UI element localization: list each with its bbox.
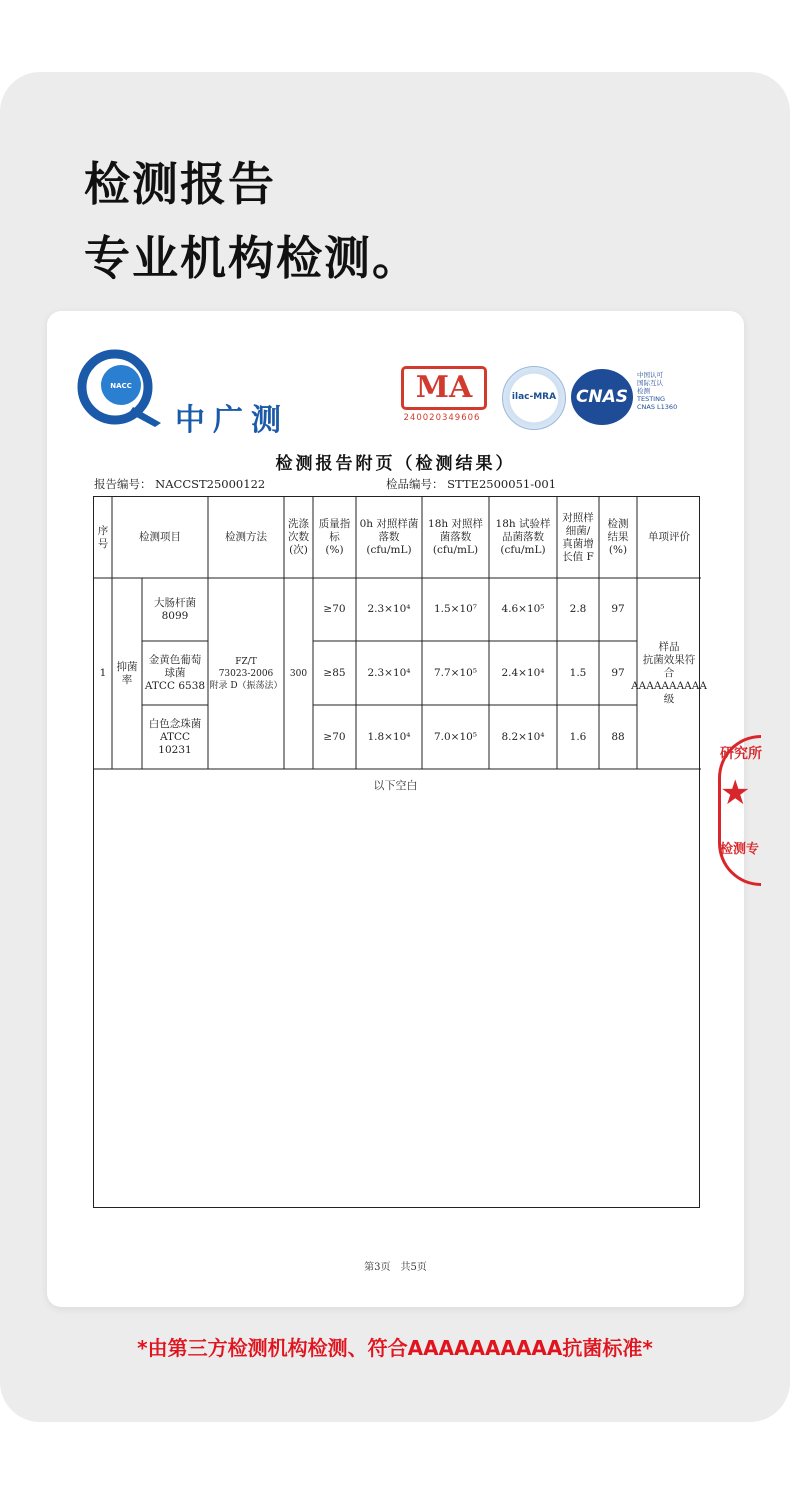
row1-organism: 大肠杆菌 8099 [154,596,196,622]
header-method: 检测方法 [225,531,267,543]
row-seq: 1 [99,667,107,679]
row2-18h-test: 2.4×10⁴ [501,666,545,679]
row1-growth: 2.8 [569,603,587,615]
cma-mark: MA [401,366,487,410]
row2-organism: 金黄色葡萄 球菌 ATCC 6538 [144,653,206,692]
svg-text:NACC: NACC [110,382,132,390]
row2-quality: ≥85 [323,666,346,679]
cnas-logo-icon [571,369,633,425]
brand-name: 中广测 [175,403,289,438]
sample-number: 检品编号： STTE2500051-001 [386,477,557,491]
nacc-logo-icon [75,349,165,429]
report-card [47,311,744,1307]
header-quality: 质量指 标 (%) [318,518,351,556]
row-evaluation: 样品 抗菌效果符 合 AAAAAAAAAA 级 [631,641,707,705]
row3-0h-control: 1.8×10⁴ [367,730,411,743]
row1-18h-test: 4.6×10⁵ [501,603,545,615]
stamp-top-text: 研究所 [720,746,762,762]
row2-growth: 1.5 [569,666,587,679]
blank-below-note: 以下空白 [373,779,418,792]
report-title: 检测报告附页（检测结果） [275,454,516,474]
header-seq: 序 号 [97,524,109,550]
row2-18h-control: 7.7×10⁵ [433,666,478,679]
row-method: FZ/T 73023-2006 附录 D（振荡法） [209,656,283,691]
headline-line-2: 专业机构检测。 [84,231,420,285]
row1-18h-control: 1.5×10⁷ [433,603,478,615]
row1-0h-control: 2.3×10⁴ [367,603,411,615]
page-number: 第3页 共5页 [364,1262,427,1273]
row3-organism: 白色念珠菌 ATCC 10231 [148,717,202,756]
header-item: 检测项目 [139,531,181,543]
row-category: 抑菌 率 [116,660,138,686]
ilac-label: ilac-MRA [511,392,557,402]
row2-result: 97 [611,666,625,679]
header-0h-control: 0h 对照样菌 落数 (cfu/mL) [359,518,419,556]
row3-18h-test: 8.2×10⁴ [501,730,545,743]
row3-result: 88 [611,730,625,743]
headline-line-1: 检测报告 [84,157,276,211]
header-wash: 洗涤 次数 (次) [288,518,309,556]
row2-0h-control: 2.3×10⁴ [367,666,411,679]
cma-logo [397,366,487,428]
stamp-bottom-text: 检测专 [720,842,760,857]
footnote: *由第三方检测机构检测、符合AAAAAAAAAA抗菌标准* [137,1336,653,1360]
stamp-star-icon: ★ [720,773,751,813]
header-18h-control: 18h 对照样 菌落数 (cfu/mL) [428,518,483,556]
row3-quality: ≥70 [323,730,346,743]
report-number: 报告编号： NACCST25000122 [94,477,266,491]
cma-number: 240020349606 [403,413,481,423]
row1-quality: ≥70 [323,603,346,615]
row3-18h-control: 7.0×10⁵ [433,730,478,743]
row1-result: 97 [611,603,625,615]
cnas-label: CNAS [575,387,629,407]
row3-growth: 1.6 [569,730,587,743]
header-18h-test: 18h 试验样 品菌落数 (cfu/mL) [495,518,551,556]
results-table [93,496,707,1208]
cnas-side-text: 中国认可 国际互认 检测 TESTING CNAS L1360 [637,371,678,411]
header-result: 检测 结果 (%) [607,518,629,556]
header-growth-value: 对照样 细菌/ 真菌增 长值 F [562,511,594,563]
row-wash-count: 300 [289,668,308,679]
header-evaluation: 单项评价 [648,531,690,543]
ilac-mra-logo-icon [502,366,566,430]
